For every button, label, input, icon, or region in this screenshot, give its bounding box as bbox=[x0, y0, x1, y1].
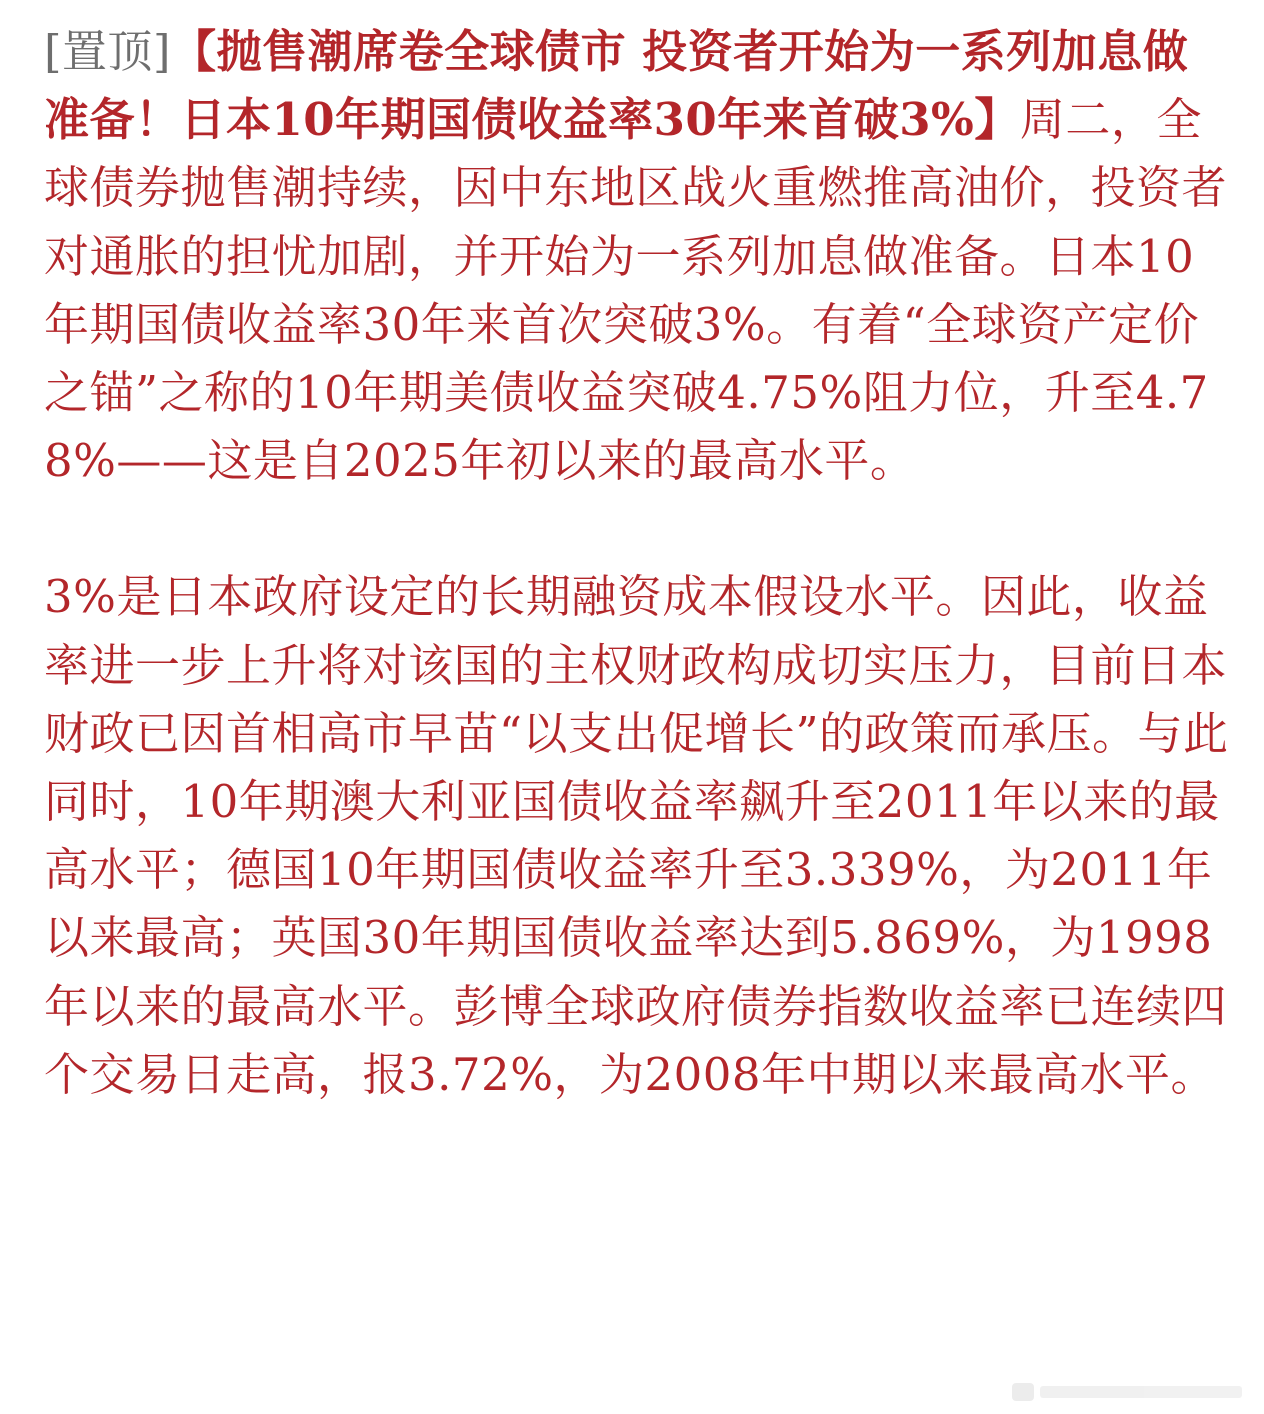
post-headline: 【抛售潮席卷全球债市 投资者开始为一系列加息做准备！日本10年期国债收益率30年来首破3%】 bbox=[44, 25, 1189, 147]
pinned-tag: [置顶] bbox=[44, 25, 172, 78]
watermark bbox=[1012, 1380, 1242, 1404]
post-body bbox=[44, 18, 1229, 1109]
body-paragraph-1: 周二，全球债券抛售潮持续，因中东地区战火重燃推高油价，投资者对通胀的担忧加剧，并开始为一系列加息做准备。日本10年期国债收益率30年来首次突破3%。有着“全球资产定价之锚”之称的10年期美债收益突破4.75%阻力位，升至4.78%——这是自2025年初以来的最高水平。 bbox=[44, 93, 1228, 488]
body-paragraph-2: 3%是日本政府设定的长期融资成本假设水平。因此，收益率进一步上升将对该国的主权财政构成切实压力，目前日本财政已因首相高市早苗“以支出促增长”的政策而承压。与此同时，10年期澳大利亚国债收益率飙升至2011年以来的最高水平；德国10年期国债收益率升至3.339%，为2011年以来最高；英国30年期国债收益率达到5.869%，为1998年以来的最高水平。彭博全球政府债券指数收益率已连续四个交易日走高，报3.72%，为2008年中期以来最高水平。 bbox=[44, 570, 1229, 1101]
post-header-paragraph bbox=[44, 18, 1229, 495]
watermark-text bbox=[1040, 1386, 1242, 1398]
watermark-logo-icon bbox=[1012, 1383, 1034, 1401]
